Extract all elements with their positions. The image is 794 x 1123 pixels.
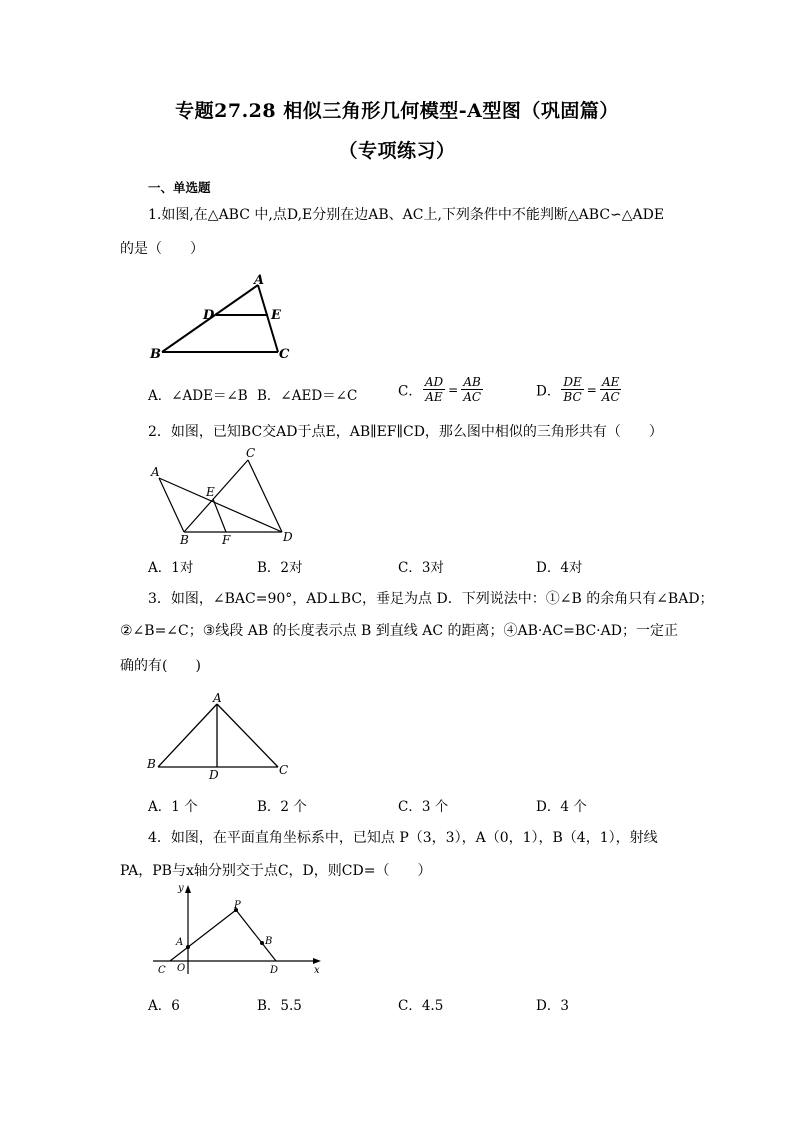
q1-label-a: A [254,273,265,288]
q4-label-x: x [314,965,320,976]
q4-label-c: C [158,965,166,976]
q1-option-d-label: D． [536,383,561,400]
q3-label-b: B [147,757,156,771]
q3-text-line2: ②∠B=∠C；③线段 AB 的长度表示点 B 到直线 AC 的距离；④AB·AC=BC·AD；一定正 [120,623,678,639]
q2-option-a[interactable]: A．1对 [148,560,194,576]
q2-label-b: B [180,533,189,547]
q1-label-e: E [271,308,281,323]
q4-option-d[interactable]: D．3 [536,998,569,1014]
q1-option-c-frac1 [423,375,445,404]
q3-label-d: D [209,768,219,782]
q2-label-a: A [151,465,160,479]
q1-label-b: B [150,347,161,362]
q1-text-line1: 1.如图,在△ABC 中,点D,E分别在边AB、AC上,下列条件中不能判断△ABC∽△ADE [148,207,665,223]
q3-text-line1: 3．如图，∠BAC=90°，AD⊥BC，垂足为点 D．下列说法中：①∠B 的余角只有∠BAD； [148,591,714,607]
q4-label-o: O [177,963,186,974]
q4-figure [145,878,330,978]
q2-option-d[interactable]: D．4对 [536,560,583,576]
q1-option-c-den1: AE [425,390,443,404]
q1-figure [140,270,310,370]
q4-point-a [186,945,190,949]
page-subtitle: （专项练习） [338,140,456,162]
q4-x-arrow-icon [313,958,321,964]
q1-option-d-den1: BC [563,390,582,404]
q1-option-d-eq: = [586,382,597,397]
q1-option-c-eq: = [448,382,459,397]
q1-option-d-den2: AC [601,390,620,404]
q1-option-d-frac1 [561,375,583,404]
q1-option-c-label: C． [398,383,422,400]
q4-option-c[interactable]: C．4.5 [398,998,444,1014]
q1-option-c-den2: AC [463,390,482,404]
q2-segment-cd [248,460,282,532]
q1-option-c-num1: AD [424,375,444,389]
q4-label-y: y [178,883,184,894]
q1-option-c-frac2 [461,375,483,404]
q3-option-d[interactable]: D．4 个 [536,799,587,815]
q1-option-a[interactable]: A．∠ADE＝∠B [148,388,248,404]
q2-segment-ad [159,478,282,532]
q4-option-a[interactable]: A．6 [148,998,180,1014]
page-title: 专题27.28 相似三角形几何模型-A型图（巩固篇） [175,100,619,122]
q1-label-d: D [203,308,215,323]
q1-option-d-num1: DE [563,375,582,389]
q3-side-ac [217,704,278,767]
q2-option-b[interactable]: B．2对 [257,560,303,576]
q4-label-a: A [176,937,184,948]
q2-label-e: E [206,485,215,499]
q3-option-a[interactable]: A．1 个 [148,799,198,815]
q4-label-d: D [270,965,279,976]
q2-label-c: C [246,446,256,460]
q1-label-c: C [279,347,290,362]
q1-option-c[interactable] [398,375,484,404]
q3-option-b[interactable]: B．2 个 [257,799,307,815]
q4-option-b[interactable]: B．5.5 [257,998,302,1014]
q2-segment-bc [184,460,248,532]
q2-figure [142,443,297,548]
section-heading: 一、单选题 [148,180,211,195]
q2-text-line1: 2．如图，已知BC交AD于点E，AB∥EF∥CD，那么图中相似的三角形共有（ ） [148,424,663,440]
q4-text-line2: PA，PB与x轴分别交于点C，D，则CD=（ ） [120,863,432,879]
q2-label-d: D [283,530,293,544]
q3-option-c[interactable]: C．3 个 [398,799,449,815]
q1-option-d-frac2 [600,375,622,404]
q4-ray-pa [170,910,236,961]
q3-label-a: A [213,691,222,705]
q3-figure [140,690,300,782]
q3-label-c: C [279,763,289,777]
q1-option-c-num2: AB [463,375,481,389]
q4-y-arrow-icon [185,885,191,893]
q3-side-ab [158,704,217,767]
q1-option-d-num2: AE [601,375,620,389]
q1-option-d[interactable] [536,375,623,404]
q4-text-line1: 4．如图，在平面直角坐标系中，已知点 P（3，3），A（0，1），B（4，1），射线 [148,830,658,846]
q2-label-f: F [222,533,231,547]
q1-option-b[interactable]: B．∠AED＝∠C [257,388,358,404]
q3-text-line3: 确的有( ) [120,658,201,674]
q2-segment-ab [159,478,184,532]
q4-label-b: B [265,936,273,947]
q1-text-line2: 的是（ ） [120,241,204,257]
q4-label-p: P [234,900,241,911]
q4-point-b [260,941,264,945]
q2-option-c[interactable]: C．3对 [398,560,444,576]
